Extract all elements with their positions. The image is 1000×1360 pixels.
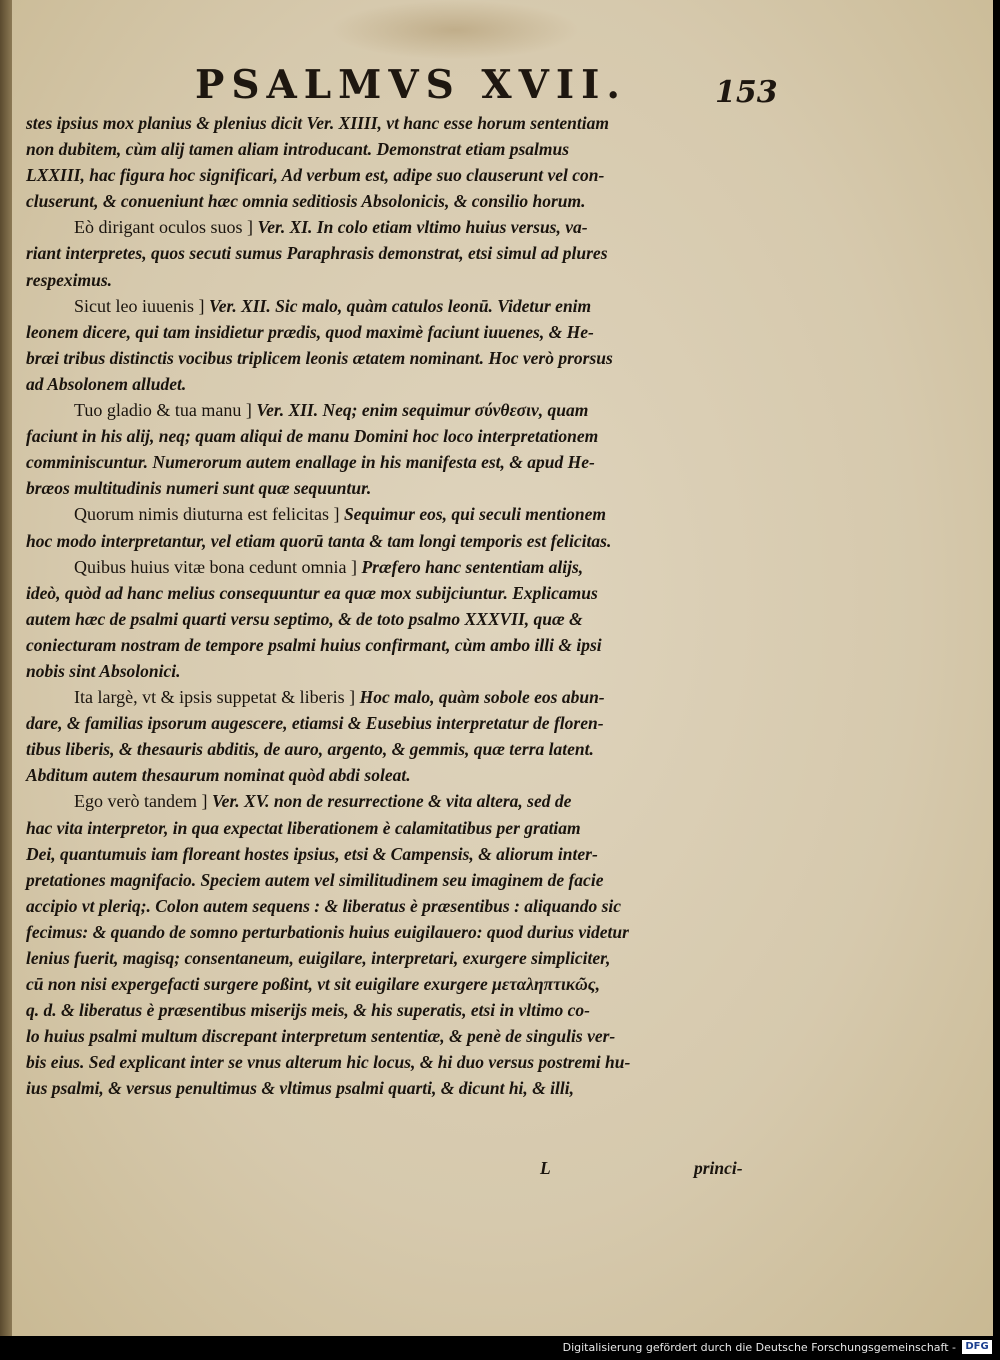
commentary-text: lo huius psalmi multum discrepant interpretum sententiæ, & penè de singulis ver- xyxy=(26,1026,616,1047)
text-line xyxy=(26,214,766,240)
text-line xyxy=(26,475,766,501)
commentary-text: stes ipsius mox planius & plenius dicit Ver. XIIII, vt hanc esse horum sententiam xyxy=(26,113,609,133)
text-line xyxy=(26,867,766,893)
lemma: Ego verò tandem ] xyxy=(74,791,212,812)
commentary-text: cluserunt, & conueniunt hæc omnia seditiosis Absolonicis, & consilio horum. xyxy=(26,191,586,212)
text-line xyxy=(26,1023,766,1049)
commentary-text: ius psalmi, & versus penultimus & vltimus psalmi quarti, & dicunt hi, & illi, xyxy=(26,1078,574,1099)
lemma: Sicut leo iuuenis ] xyxy=(74,295,209,316)
text-line xyxy=(26,554,766,580)
commentary-text: LXXIII, hac figura hoc significari, Ad verbum est, adipe suo clauserunt vel con- xyxy=(26,165,605,186)
commentary-text: lenius fuerit, magisq; consentaneum, euigilare, interpretari, exurgere simpliciter, xyxy=(26,948,611,968)
commentary-text: faciunt in his alij, neq; quam aliqui de manu Domini hoc loco interpretationem xyxy=(26,426,599,447)
commentary-text: Hoc malo, quàm sobole eos abun- xyxy=(359,687,605,708)
text-line xyxy=(26,971,766,997)
commentary-text: autem hæc de psalmi quarti versu septimo, & de toto psalmo XXXVII, quæ & xyxy=(26,608,583,629)
lemma: Ita largè, vt & ipsis suppetat & liberis ] xyxy=(74,687,360,708)
text-line xyxy=(26,632,766,658)
commentary-text: hac vita interpretor, in qua expectat liberationem è calamitatibus per gratiam xyxy=(26,817,581,838)
text-line xyxy=(26,736,766,762)
page-number: 153 xyxy=(715,75,778,110)
lemma: Quibus huius vitæ bona cedunt omnia ] xyxy=(74,556,362,577)
commentary-text: coniecturam nostram de tempore psalmi huius confirmant, cùm ambo illi & ipsi xyxy=(26,634,602,655)
lemma: Tuo gladio & tua manu ] xyxy=(74,400,257,421)
text-line xyxy=(26,606,766,632)
text-line xyxy=(26,658,766,684)
text-line xyxy=(26,371,766,397)
lemma: Eò dirigant oculos suos ] xyxy=(74,217,258,238)
commentary-text: comminiscuntur. Numerorum autem enallage in his manifesta est, & apud He- xyxy=(26,452,595,473)
commentary-text: leonem dicere, qui tam insidietur prædis, quod maximè faciunt iuuenes, & He- xyxy=(26,321,594,342)
text-line xyxy=(26,841,766,867)
commentary-text: bræi tribus distinctis vocibus triplicem leonis ætatem nominant. Hoc verò prorsus xyxy=(26,347,613,368)
text-line xyxy=(26,893,766,919)
text-line xyxy=(26,449,766,475)
running-head: PSALMVS XVII. xyxy=(195,62,627,108)
text-line xyxy=(26,1049,766,1075)
body-text xyxy=(26,110,766,1102)
text-line xyxy=(26,188,766,214)
text-line xyxy=(26,762,766,788)
commentary-text: Dei, quantumuis iam floreant hostes ipsius, etsi & Campensis, & aliorum inter- xyxy=(26,843,598,864)
commentary-text: cū non nisi expergefacti surgere poßint, vt sit euigilare exurgere μεταληπτικῶς, xyxy=(26,974,600,995)
binding-edge xyxy=(0,0,12,1336)
commentary-text: bis eius. Sed explicant inter se vnus alterum hic locus, & hi duo versus postremi hu- xyxy=(26,1052,631,1073)
text-line xyxy=(26,945,766,971)
commentary-text: non dubitem, cùm alij tamen aliam introducant. Demonstrat etiam psalmus xyxy=(26,139,570,160)
signature-mark: L xyxy=(540,1158,551,1178)
commentary-text: dare, & familias ipsorum augescere, etiamsi & Eusebius interpretatur de floren- xyxy=(26,713,604,734)
text-line xyxy=(26,293,766,319)
text-line xyxy=(26,162,766,188)
text-line xyxy=(26,345,766,371)
commentary-text: q. d. & liberatus è præsentibus miserijs meis, & his superatis, etsi in vltimo co- xyxy=(26,1000,590,1021)
text-line xyxy=(26,684,766,710)
commentary-text: bræos multitudinis numeri sunt quæ sequuntur. xyxy=(26,478,372,499)
text-line xyxy=(26,528,766,554)
commentary-text: pretationes magnifacio. Speciem autem vel similitudinem seu imaginem de facie xyxy=(26,869,604,890)
text-line xyxy=(26,580,766,606)
paper-stain xyxy=(330,0,580,60)
text-line xyxy=(26,267,766,293)
commentary-text: accipio vt pleriq;. Colon autem sequens : & liberatus è præsentibus : aliquando sic xyxy=(26,895,622,916)
text-line xyxy=(26,319,766,345)
text-line xyxy=(26,501,766,527)
footer-bar xyxy=(0,1337,1000,1360)
text-line xyxy=(26,397,766,423)
commentary-text: respeximus. xyxy=(26,269,113,290)
catchword: princi- xyxy=(694,1158,743,1178)
commentary-text: Ver. XI. In colo etiam vltimo huius versus, va- xyxy=(257,217,588,238)
text-line xyxy=(26,710,766,736)
text-line xyxy=(26,110,766,136)
commentary-text: ad Absolonem alludet. xyxy=(26,373,187,394)
lemma: Quorum nimis diuturna est felicitas ] xyxy=(74,504,344,525)
text-line xyxy=(26,997,766,1023)
commentary-text: Abditum autem thesaurum nominat quòd abdi soleat. xyxy=(26,765,411,786)
text-line xyxy=(26,423,766,449)
commentary-text: Ver. XII. Neq; enim sequimur σύνθεσιν, quam xyxy=(256,400,589,421)
funding-credit: Digitalisierung gefördert durch die Deutsche Forschungsgemeinschaft - xyxy=(562,1341,956,1354)
text-line xyxy=(26,919,766,945)
commentary-text: hoc modo interpretantur, vel etiam quorū tanta & tam longi temporis est felicitas. xyxy=(26,530,612,551)
text-line xyxy=(26,788,766,814)
commentary-text: tibus liberis, & thesauris abditis, de auro, argento, & gemmis, quæ terra latent. xyxy=(26,739,594,760)
commentary-text: Ver. XII. Sic malo, quàm catulos leonū. Videtur enim xyxy=(208,295,592,316)
commentary-text: ideò, quòd ad hanc melius consequuntur ea quæ mox subijciuntur. Explicamus xyxy=(26,582,598,603)
commentary-text: fecimus: & quando de somno perturbationis huius euigilauero: quod durius videtur xyxy=(26,921,629,942)
commentary-text: nobis sint Absolonici. xyxy=(26,660,181,681)
text-line xyxy=(26,240,766,266)
commentary-text: Sequimur eos, qui seculi mentionem xyxy=(343,504,607,525)
text-line xyxy=(26,1075,766,1101)
commentary-text: Præfero hanc sententiam alijs, xyxy=(361,556,584,577)
dfg-logo-icon: DFG xyxy=(962,1340,992,1354)
text-line xyxy=(26,136,766,162)
commentary-text: Ver. XV. non de resurrectione & vita altera, sed de xyxy=(211,791,572,812)
commentary-text: riant interpretes, quos secuti sumus Paraphrasis demonstrat, etsi simul ad plures xyxy=(26,243,608,264)
text-line xyxy=(26,815,766,841)
